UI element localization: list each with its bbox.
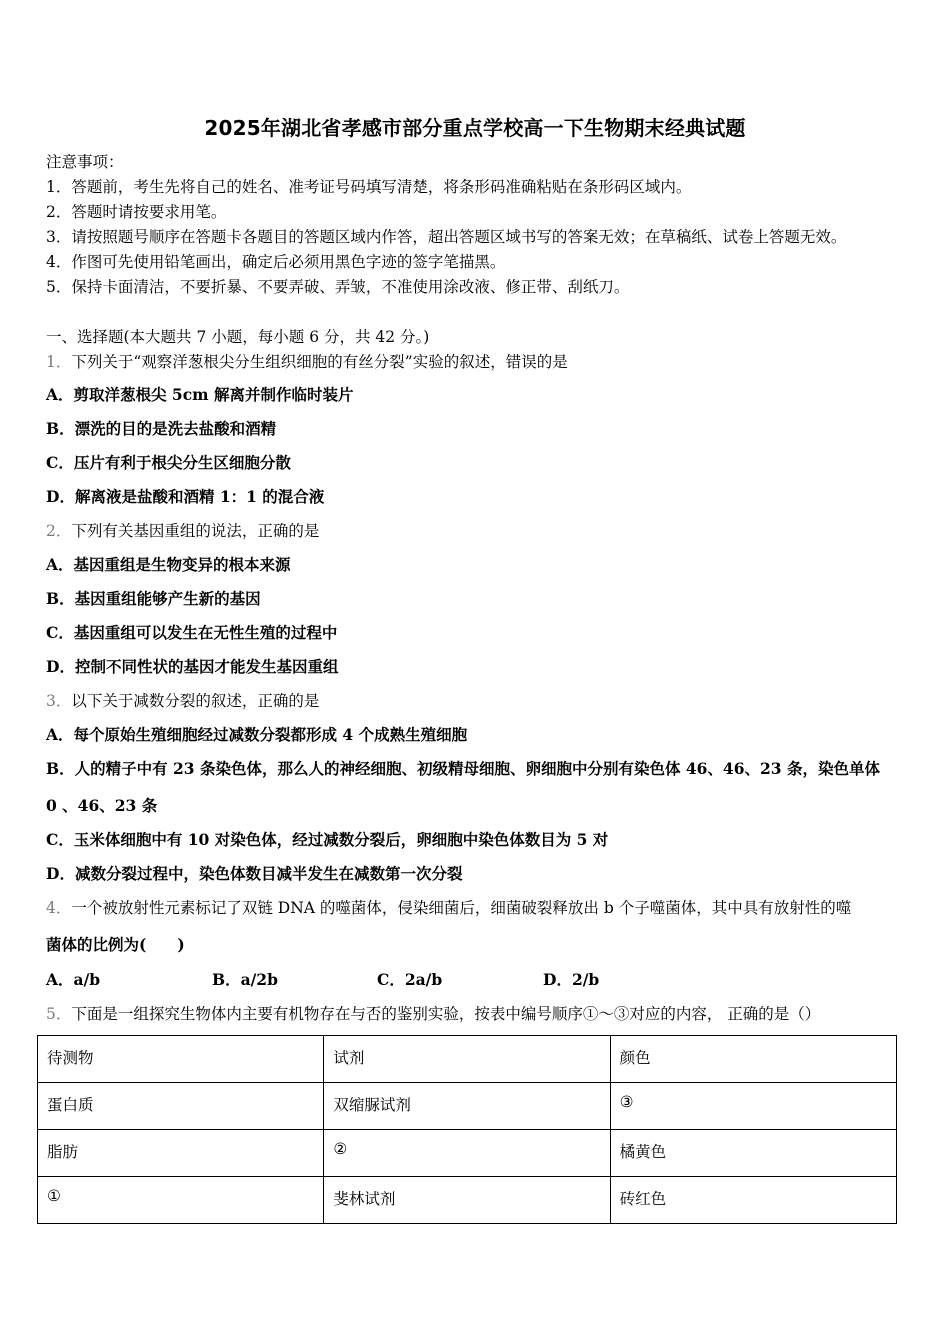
- answer-option[interactable]: A．剪取洋葱根尖 5cm 解离并制作临时装片: [46, 385, 354, 404]
- table-row: [38, 1036, 897, 1083]
- answer-option[interactable]: D．控制不同性状的基因才能发生基因重组: [46, 657, 339, 676]
- question-number: 3．: [46, 692, 72, 710]
- notice-item: 4．作图可先使用铅笔画出，确定后必须用黑色字迹的签字笔描黑。: [46, 253, 506, 271]
- answer-option[interactable]: C．玉米体细胞中有 10 对染色体，经过减数分裂后，卵细胞中染色体数目为 5 对: [46, 830, 609, 849]
- notice-item: 1．答题前，考生先将自己的姓名、准考证号码填写清楚，将条形码准确粘贴在条形码区域内。: [46, 178, 692, 196]
- question-number: 2．: [46, 522, 72, 540]
- table-cell: ①: [38, 1177, 324, 1224]
- notice-item: 5．保持卡面清洁，不要折暴、不要弄破、弄皱，不准使用涂改液、修正带、刮纸刀。: [46, 278, 630, 296]
- table-cell: ③: [610, 1083, 896, 1130]
- answer-option[interactable]: D．2/b: [543, 970, 600, 989]
- question-text: 下面是一组探究生物体内主要有机物存在与否的鉴别实验，按表中编号顺序①～③对应的内容， 正确的是（）: [71, 1005, 821, 1023]
- table-row: [38, 1083, 897, 1130]
- answer-option[interactable]: B．a/2b: [212, 970, 278, 989]
- table-header-cell: 试剂: [324, 1036, 610, 1083]
- table-row: [38, 1177, 897, 1224]
- table-header-cell: 颜色: [610, 1036, 896, 1083]
- section-heading: 一、选择题(本大题共 7 小题，每小题 6 分，共 42 分。): [46, 328, 430, 346]
- table-header-cell: 待测物: [38, 1036, 324, 1083]
- question-stem: [46, 521, 319, 541]
- table-cell: 脂肪: [38, 1130, 324, 1177]
- answer-option[interactable]: C．基因重组可以发生在无性生殖的过程中: [46, 623, 338, 642]
- table-cell: 斐林试剂: [324, 1177, 610, 1224]
- answer-option[interactable]: B．人的精子中有 23 条染色体，那么人的神经细胞、初级精母细胞、卵细胞中分别有染色体 46、46、23 条，染色单体: [46, 759, 880, 778]
- question-number: 4．: [46, 899, 72, 917]
- table-cell: 橘黄色: [610, 1130, 896, 1177]
- notice-item: 2．答题时请按要求用笔。: [46, 203, 227, 221]
- question-stem: [46, 898, 851, 918]
- question-stem: [46, 1004, 820, 1024]
- notice-heading: 注意事项：: [46, 153, 124, 171]
- answer-option[interactable]: C．压片有利于根尖分生区细胞分散: [46, 453, 291, 472]
- answer-option[interactable]: C．2a/b: [377, 970, 443, 989]
- question-number: 5．: [46, 1005, 72, 1023]
- table-cell: ②: [324, 1130, 610, 1177]
- answer-option[interactable]: A．每个原始生殖细胞经过减数分裂都形成 4 个成熟生殖细胞: [46, 725, 468, 744]
- table-cell: 蛋白质: [38, 1083, 324, 1130]
- question-text: 以下关于减数分裂的叙述，正确的是: [71, 692, 320, 710]
- notice-item: 3．请按照题号顺序在答题卡各题目的答题区域内作答，超出答题区域书写的答案无效；在草稿纸、试卷上答题无效。: [46, 228, 847, 246]
- answer-option[interactable]: A．a/b: [46, 970, 101, 989]
- question-stem: [46, 352, 568, 372]
- answer-option[interactable]: D．解离液是盐酸和酒精 1：1 的混合液: [46, 487, 325, 506]
- question-text: 一个被放射性元素标记了双链 DNA 的噬菌体，侵染细菌后，细菌破裂释放出 b 个子噬菌体，其中具有放射性的噬: [71, 899, 852, 917]
- table-cell: 砖红色: [610, 1177, 896, 1224]
- question-stem-continued: 菌体的比例为( ): [46, 935, 185, 954]
- question-stem: [46, 691, 319, 711]
- experiment-table: [37, 1035, 897, 1224]
- answer-option[interactable]: B．基因重组能够产生新的基因: [46, 589, 261, 608]
- question-text: 下列关于“观察洋葱根尖分生组织细胞的有丝分裂”实验的叙述，错误的是: [71, 353, 568, 371]
- table-cell: 双缩脲试剂: [324, 1083, 610, 1130]
- exam-title: 2025年湖北省孝感市部分重点学校高一下生物期末经典试题: [204, 116, 746, 140]
- question-text: 下列有关基因重组的说法，正确的是: [71, 522, 320, 540]
- question-number: 1．: [46, 353, 72, 371]
- answer-option[interactable]: D．减数分裂过程中，染色体数目减半发生在减数第一次分裂: [46, 864, 463, 883]
- answer-option[interactable]: A．基因重组是生物变异的根本来源: [46, 555, 291, 574]
- table-row: [38, 1130, 897, 1177]
- answer-option-continued: 0 、46、23 条: [46, 796, 158, 815]
- answer-option[interactable]: B．漂洗的目的是洗去盐酸和酒精: [46, 419, 277, 438]
